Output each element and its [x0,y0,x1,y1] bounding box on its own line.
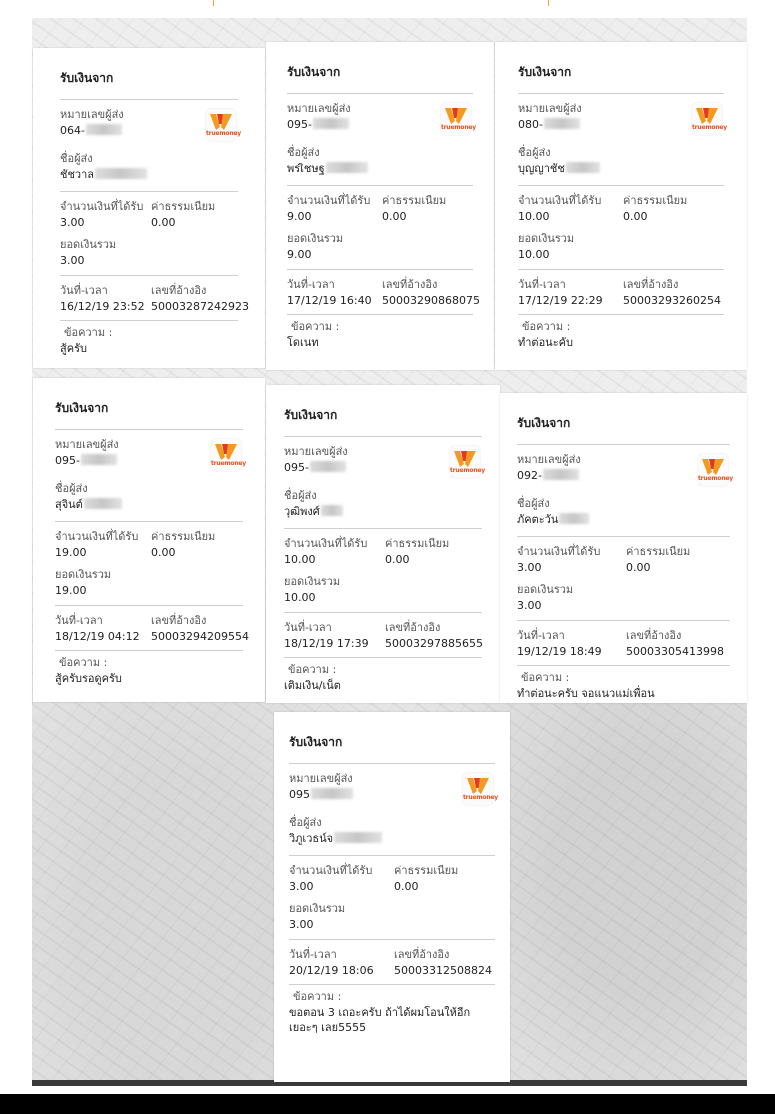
reference-label: เลขที่อ้างอิง [151,614,207,627]
redacted-phone [86,124,122,135]
sender-name-value [287,162,368,177]
divider [60,275,238,276]
fee-label: ค่าธรรมเนียม [626,545,691,558]
reference-value: 50003297885655 [385,637,483,650]
sender-number-text: 092- [517,469,542,482]
truemoney-logo-text: truemoney [441,123,476,131]
redacted-name [95,168,147,179]
divider [287,93,473,94]
message-label: ข้อความ : [59,656,108,669]
sender-name-label: ชื่อผู้ส่ง [287,146,320,159]
redacted-name [559,513,589,524]
message-label: ข้อความ : [293,990,342,1003]
total-label: ยอดเงินรวม [517,583,574,596]
receipt-card [266,42,494,370]
truemoney-logo-icon [441,103,476,135]
fee-value: 0.00 [623,210,648,223]
card-title: รับเงินจาก [517,416,571,430]
reference-value: 50003290868075 [382,294,480,307]
total-value: 3.00 [60,254,85,267]
divider [55,521,243,522]
sender-number-text: 095 [289,788,310,801]
redacted-name [326,162,368,173]
sender-name-value [55,498,122,513]
message-label: ข้อความ : [288,663,337,676]
truemoney-logo-icon [450,446,485,478]
card-title: รับเงินจาก [289,735,343,749]
sender-number-value [284,461,346,476]
sender-name-label: ชื่อผู้ส่ง [517,497,550,510]
total-label: ยอดเงินรวม [289,902,346,915]
sender-name-text: บุญญาชัช [518,162,565,175]
divider [518,314,724,315]
divider [60,191,238,192]
reference-label: เลขที่อ้างอิง [626,629,682,642]
divider [517,536,730,537]
truemoney-logo-text: truemoney [450,466,485,474]
divider [287,314,473,315]
divider [517,444,730,445]
sender-number-value [517,469,579,484]
receipt-card [274,712,510,1082]
bottom-black-bar [0,1094,775,1114]
message-label: ข้อความ : [64,326,113,339]
sender-number-label: หมายเลขผู้ส่ง [287,102,351,115]
datetime-value: 18/12/19 17:39 [284,637,369,650]
truemoney-logo-icon [463,773,498,805]
fee-label: ค่าธรรมเนียม [382,194,447,207]
total-label: ยอดเงินรวม [518,232,575,245]
divider [55,429,243,430]
reference-label: เลขที่อ้างอิง [151,284,207,297]
amount-received-value: 3.00 [517,561,542,574]
sender-name-text: วุฒิพงศ์ [284,505,320,518]
sender-number-text: 095- [284,461,309,474]
datetime-label: วันที่-เวลา [287,278,335,291]
sender-name-value [289,832,382,847]
truemoney-logo-icon [206,109,241,141]
sender-number-text: 095- [287,118,312,131]
message-label: ข้อความ : [291,320,340,333]
redacted-phone [543,469,579,480]
datetime-label: วันที่-เวลา [289,948,337,961]
fee-label: ค่าธรรมเนียม [394,864,459,877]
datetime-label: วันที่-เวลา [518,278,566,291]
sender-number-value [60,124,122,139]
datetime-label: วันที่-เวลา [55,614,103,627]
divider [517,665,730,666]
datetime-value: 16/12/19 23:52 [60,300,145,313]
amount-received-label: จำนวนเงินที่ได้รับ [289,864,373,877]
total-label: ยอดเงินรวม [60,238,117,251]
sender-number-label: หมายเลขผู้ส่ง [284,445,348,458]
sender-name-text: พรเิชษฐ [287,162,325,175]
fee-value: 0.00 [385,553,410,566]
redacted-name [566,162,600,173]
truemoney-logo-text: truemoney [211,459,246,467]
amount-received-label: จำนวนเงินที่ได้รับ [284,537,368,550]
divider [284,528,482,529]
amount-received-value: 10.00 [518,210,550,223]
receipt-card [33,378,265,702]
datetime-label: วันที่-เวลา [517,629,565,642]
reference-label: เลขที่อ้างอิง [623,278,679,291]
sender-name-label: ชื่อผู้ส่ง [284,489,317,502]
amount-received-label: จำนวนเงินที่ได้รับ [518,194,602,207]
redacted-phone [313,118,349,129]
reference-label: เลขที่อ้างอิง [382,278,438,291]
sender-name-label: ชื่อผู้ส่ง [60,152,93,165]
truemoney-logo-text: truemoney [463,793,498,801]
datetime-value: 19/12/19 18:49 [517,645,602,658]
divider [284,657,482,658]
divider [287,269,473,270]
sender-name-value [284,505,343,520]
fee-value: 0.00 [394,880,419,893]
total-value: 10.00 [518,248,550,261]
total-label: ยอดเงินรวม [287,232,344,245]
divider [518,185,724,186]
sender-number-text: 080- [518,118,543,131]
fee-label: ค่าธรรมเนียม [385,537,450,550]
truemoney-logo-icon [692,103,727,135]
reference-value: 50003305413998 [626,645,724,658]
amount-received-value: 3.00 [60,216,85,229]
sender-name-value [518,162,600,177]
datetime-value: 18/12/19 04:12 [55,630,140,643]
sender-number-label: หมายเลขผู้ส่ง [55,438,119,451]
truemoney-logo-text: truemoney [692,123,727,131]
fee-label: ค่าธรรมเนียม [151,530,216,543]
divider [287,185,473,186]
message-value: โดเนท [287,336,319,349]
message-value: เติมเงิน/เน็ต [284,679,341,692]
sender-name-text: ชัชวาล [60,168,95,181]
message-value: ทำต่อนะคับ [518,336,573,349]
amount-received-label: จำนวนเงินที่ได้รับ [55,530,139,543]
sender-number-label: หมายเลขผู้ส่ง [289,772,353,785]
truemoney-logo-icon [211,439,246,471]
total-label: ยอดเงินรวม [55,568,112,581]
divider [284,436,482,437]
sender-number-label: หมายเลขผู้ส่ง [517,453,581,466]
divider [289,855,495,856]
divider [289,763,495,764]
redacted-phone [311,788,353,799]
fee-label: ค่าธรรมเนียม [623,194,688,207]
redacted-phone [310,461,346,472]
divider [517,620,730,621]
divider [60,99,238,100]
message-value: สู้ครับรอดูครับ [55,672,122,685]
datetime-value: 17/12/19 16:40 [287,294,372,307]
fee-label: ค่าธรรมเนียม [151,200,216,213]
amount-received-label: จำนวนเงินที่ได้รับ [287,194,371,207]
sender-name-label: ชื่อผู้ส่ง [518,146,551,159]
card-title: รับเงินจาก [60,71,114,85]
message-value: ขอตอน 3 เถอะครับ ถ้าได้ผมโอนให้อีกเยอะๆ เลย5555 [289,1006,471,1034]
message-label: ข้อความ : [521,671,570,684]
divider [289,984,495,985]
truemoney-logo-icon [698,454,733,486]
divider [518,269,724,270]
redacted-name [321,505,343,516]
card-title: รับเงินจาก [55,401,109,415]
redacted-phone [81,454,117,465]
divider [55,605,243,606]
total-label: ยอดเงินรวม [284,575,341,588]
fee-value: 0.00 [151,546,176,559]
amount-received-label: จำนวนเงินที่ได้รับ [517,545,601,558]
datetime-value: 17/12/19 22:29 [518,294,603,307]
sender-name-label: ชื่อผู้ส่ง [55,482,88,495]
total-value: 9.00 [287,248,312,261]
fee-value: 0.00 [382,210,407,223]
sender-number-value [289,788,353,803]
divider [55,650,243,651]
sender-name-text: วิภูเวธน์จ [289,832,334,845]
sender-name-value [517,513,589,528]
sender-number-text: 064- [60,124,85,137]
fee-value: 0.00 [151,216,176,229]
amount-received-value: 19.00 [55,546,87,559]
receipt-card [495,42,747,370]
truemoney-logo-text: truemoney [206,129,241,137]
reference-value: 50003312508824 [394,964,492,977]
card-title: รับเงินจาก [284,408,338,422]
sender-number-value [518,118,580,133]
receipt-card [500,393,747,703]
card-title: รับเงินจาก [287,65,341,79]
amount-received-value: 9.00 [287,210,312,223]
sender-name-text: สุจินต์ [55,498,83,511]
message-value: ทำต่อนะครับ จอแนวแม่เพื่อน [517,687,655,700]
divider [60,320,238,321]
amount-received-value: 10.00 [284,553,316,566]
sender-name-value [60,168,147,183]
reference-label: เลขที่อ้างอิง [385,621,441,634]
redacted-name [84,498,122,509]
fee-value: 0.00 [626,561,651,574]
top-divider-line [548,0,549,6]
truemoney-logo-text: truemoney [698,474,733,482]
sender-number-value [287,118,349,133]
redacted-phone [544,118,580,129]
sender-number-text: 095- [55,454,80,467]
message-label: ข้อความ : [522,320,571,333]
datetime-value: 20/12/19 18:06 [289,964,374,977]
sender-number-value [55,454,117,469]
sender-name-label: ชื่อผู้ส่ง [289,816,322,829]
sender-name-text: ภัคตะวัน [517,513,559,526]
divider [284,612,482,613]
receipt-card [33,48,265,368]
sender-number-label: หมายเลขผู้ส่ง [60,108,124,121]
reference-label: เลขที่อ้างอิง [394,948,450,961]
divider [518,93,724,94]
reference-value: 50003287242923 [151,300,249,313]
datetime-label: วันที่-เวลา [60,284,108,297]
redacted-name [334,832,382,843]
reference-value: 50003293260254 [623,294,721,307]
total-value: 10.00 [284,591,316,604]
total-value: 3.00 [517,599,542,612]
amount-received-value: 3.00 [289,880,314,893]
datetime-label: วันที่-เวลา [284,621,332,634]
reference-value: 50003294209554 [151,630,249,643]
total-value: 3.00 [289,918,314,931]
card-title: รับเงินจาก [518,65,572,79]
amount-received-label: จำนวนเงินที่ได้รับ [60,200,144,213]
top-divider-line [213,0,214,6]
divider [289,939,495,940]
message-value: สู้ครับ [60,342,87,355]
total-value: 19.00 [55,584,87,597]
receipt-card [266,385,500,703]
sender-number-label: หมายเลขผู้ส่ง [518,102,582,115]
